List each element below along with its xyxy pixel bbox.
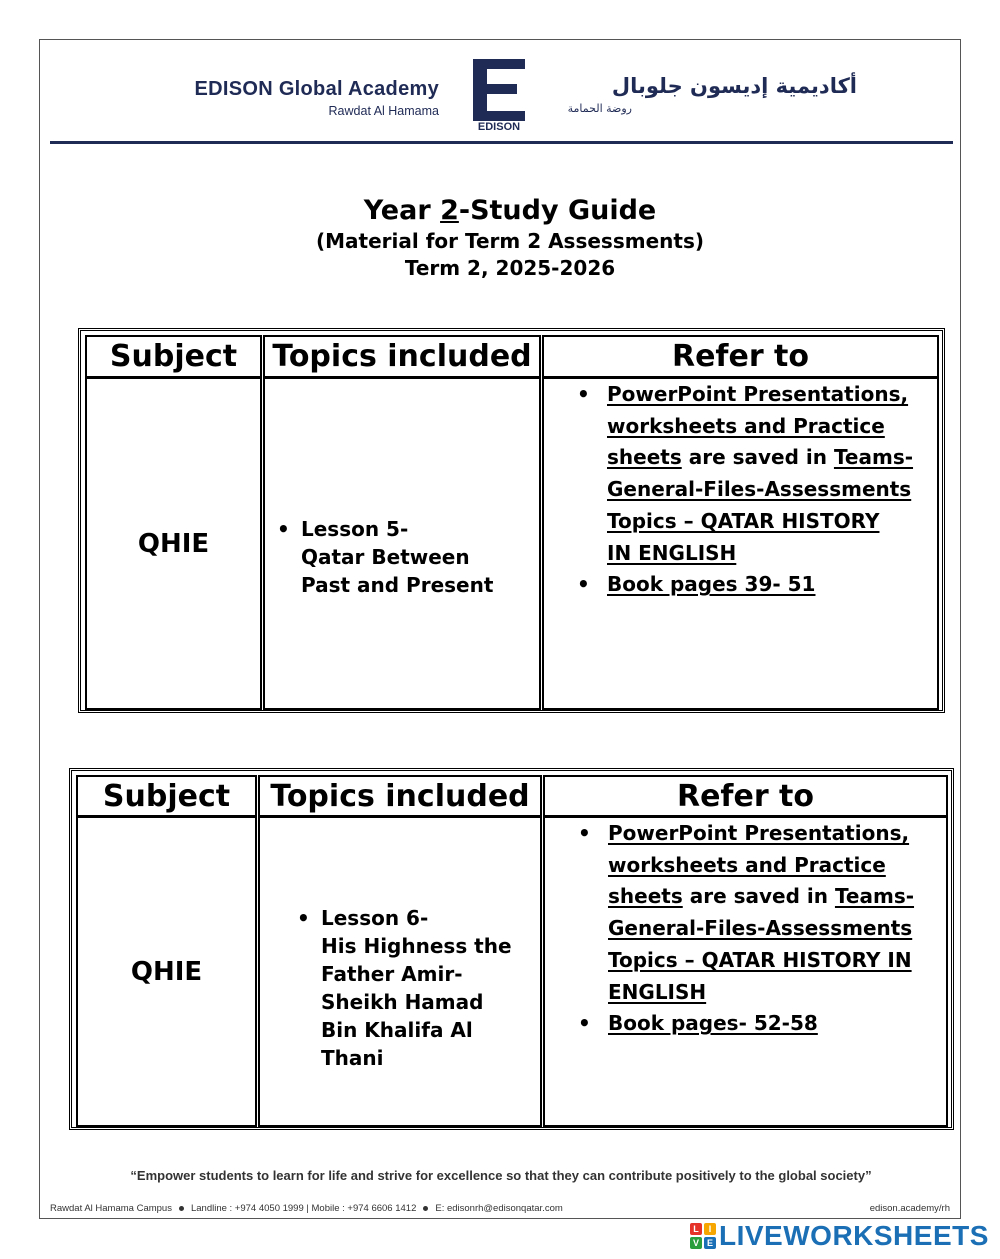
- refer-cell: [543, 816, 948, 1127]
- book-pages-item: • Book pages 39- 51: [579, 569, 934, 601]
- topics-cell: [258, 816, 542, 1127]
- liveworksheets-logo-icon: L I V E: [690, 1223, 716, 1249]
- header-topics: Topics included: [263, 335, 541, 378]
- book-pages-item: • Book pages- 52-58: [580, 1008, 948, 1040]
- campus-name-en: Rawdat Al Hamama: [328, 104, 439, 118]
- header-subject: Subject: [76, 775, 257, 817]
- header-divider: [50, 141, 953, 144]
- term-label: Term 2, 2025-2026: [404, 256, 616, 280]
- campus-name-ar: روضة الحمامة: [567, 102, 632, 115]
- study-table-2: [69, 768, 954, 1130]
- campus-label: Rawdat Al Hamama Campus: [50, 1203, 172, 1214]
- topics-cell: [263, 377, 541, 710]
- subject-cell: QHIE: [85, 377, 262, 710]
- document-page: [39, 39, 961, 1219]
- phone-numbers: Landline : +974 4050 1999 | Mobile : +974 6606 1412: [190, 1203, 417, 1214]
- header-refer: Refer to: [542, 335, 939, 378]
- bullet-dot-icon: [179, 1206, 184, 1211]
- topic-item: • Lesson 6- His Highness the Father Amir- Sheikh Hamad Bin Khalifa Al Thani: [293, 904, 512, 1072]
- header-topics: Topics included: [258, 775, 542, 817]
- page-title: Year 2-Study Guide: [363, 195, 657, 226]
- mission-quote: “Empower students to learn for life and strive for excellence so that they can contribute positively to the global society”: [130, 1168, 872, 1183]
- refer-cell: [542, 377, 939, 710]
- header-refer: Refer to: [543, 775, 948, 817]
- bullet-dot-icon: [423, 1206, 428, 1211]
- website-link[interactable]: edison.academy/rh: [869, 1203, 950, 1214]
- topic-item: • Lesson 5- Qatar Between Past and Present: [273, 515, 493, 599]
- header-english: [165, 78, 439, 118]
- liveworksheets-watermark[interactable]: [690, 1221, 989, 1251]
- email-address: E: edisonrh@edisonqatar.com: [435, 1203, 563, 1214]
- contact-line: [50, 1203, 563, 1214]
- year-number: 2: [440, 195, 459, 226]
- logo-caption: EDISON: [477, 121, 521, 133]
- school-name-ar: أكاديمية إديسون جلوبال: [611, 74, 857, 98]
- reference-item: • PowerPoint Presentations, worksheets and Practice sheets are saved in Teams- General-Files-Assessments Topics – QATAR HISTORY IN ENGLISH: [579, 379, 934, 569]
- study-table-1: [78, 328, 945, 713]
- page-subtitle: (Material for Term 2 Assessments): [316, 229, 704, 253]
- liveworksheets-text: LIVEWORKSHEETS: [719, 1220, 989, 1251]
- header-arabic: [557, 74, 857, 115]
- title-block: [40, 194, 980, 282]
- header-subject: Subject: [85, 335, 262, 378]
- school-name-en: EDISON Global Academy: [194, 78, 439, 100]
- reference-item: • PowerPoint Presentations, worksheets and Practice sheets are saved in Teams- General-Files-Assessments Topics – QATAR HISTORY IN ENGLISH: [580, 818, 948, 1008]
- subject-cell: QHIE: [76, 816, 257, 1127]
